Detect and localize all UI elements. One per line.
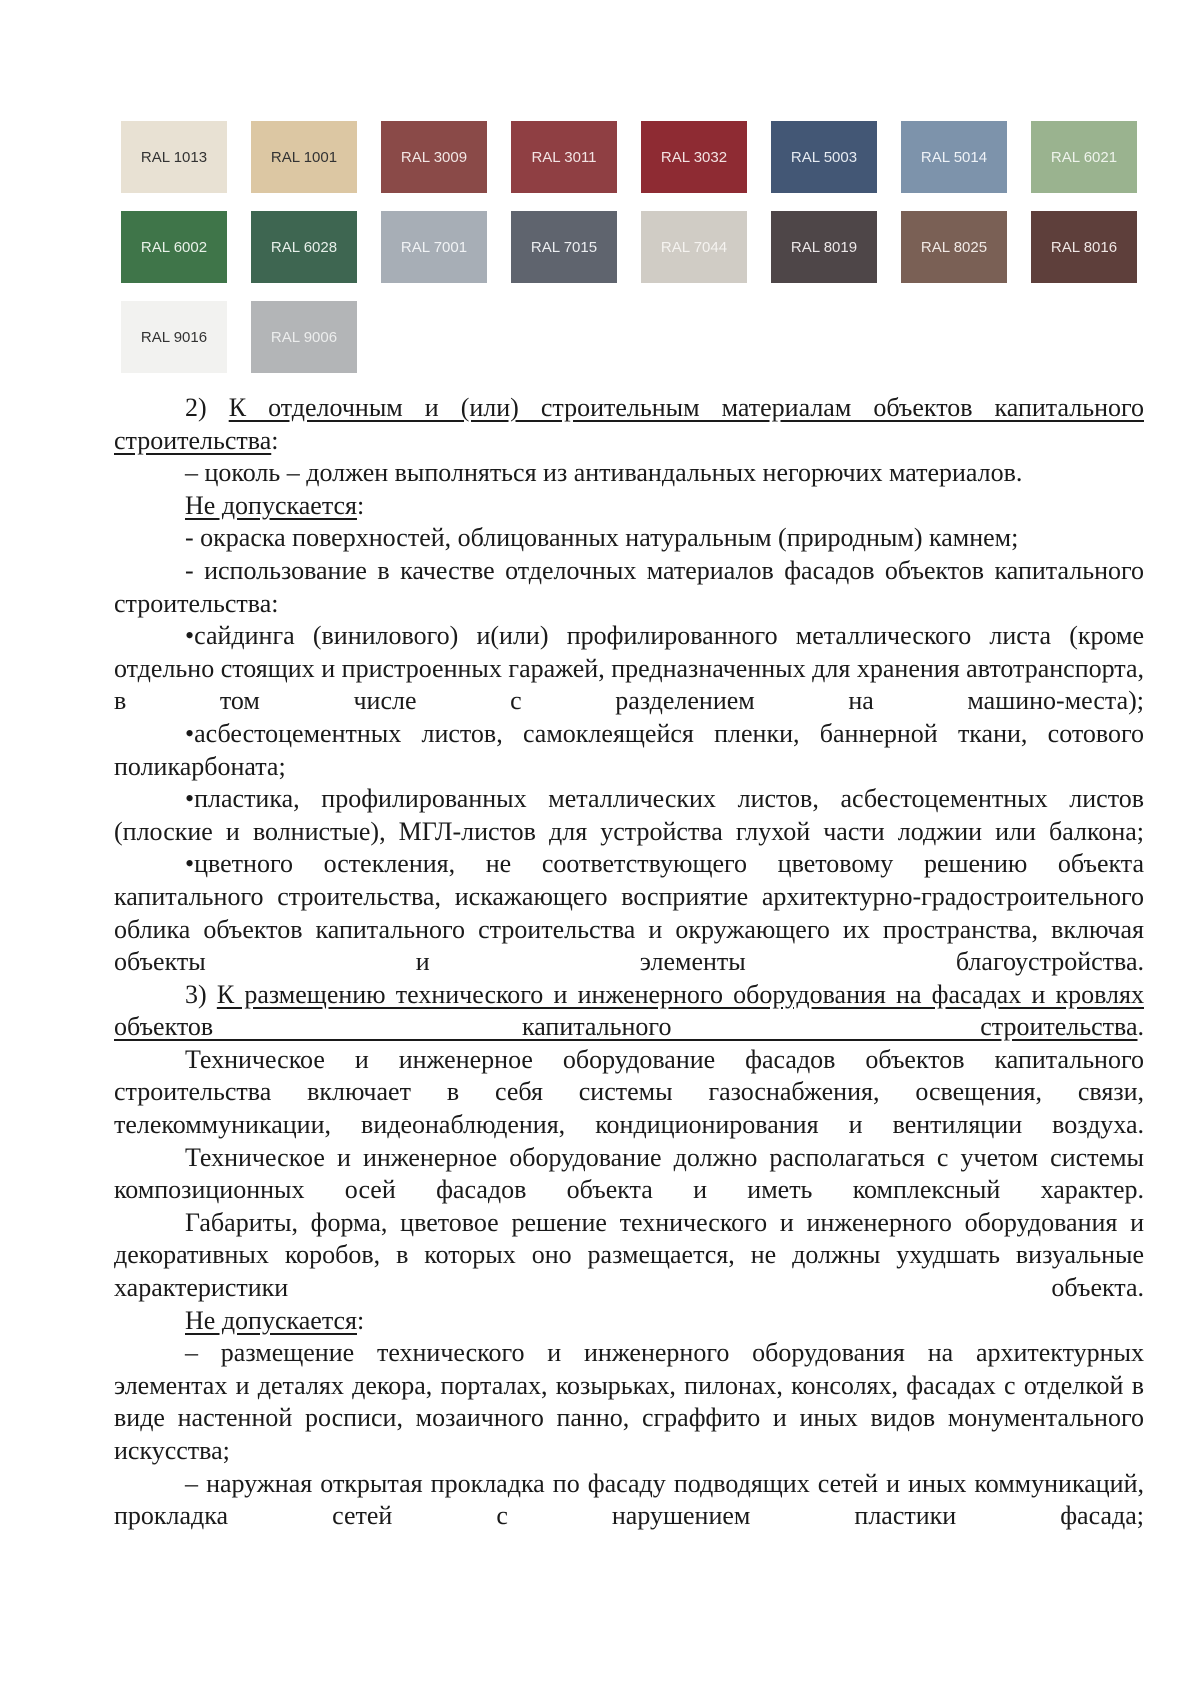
punctuation: : <box>271 425 279 455</box>
color-swatch <box>511 211 617 283</box>
paragraph-okraska: - окраска поверхностей, облицованных натуральным (природным) камнем; <box>185 523 1019 553</box>
swatch-label: RAL 5003 <box>790 148 858 166</box>
color-swatch <box>381 211 487 283</box>
section-title: К отделочным и (или) строительным материалам объектов капитального строительства <box>114 393 1144 455</box>
paragraph-placement: – размещение технического и инженерного оборудования на архитектурных элементах и деталях декора, порталах, козырьках, пилонах, консолях, фасадах с отделкой в виде настенной росписи, мозаичного панно, сграффито и иных видов монументального искусства; <box>114 1338 1144 1465</box>
paragraph-equipment-3: Габариты, форма, цветовое решение технического и инженерного оборудования и декоративных коробов, в которых оно размещается, не должны ухудшать визуальные характеристики объекта. <box>114 1207 1144 1303</box>
swatch-row <box>121 301 1137 373</box>
swatch-label: RAL 7044 <box>660 238 728 256</box>
punctuation: . <box>1137 1012 1144 1042</box>
color-swatch <box>641 121 747 193</box>
swatch-label: RAL 6002 <box>140 238 208 256</box>
swatch-label: RAL 1013 <box>140 148 208 166</box>
swatch-label: RAL 8019 <box>790 238 858 256</box>
bullet-osteklenie: •цветного остекления, не соответствующего цветовому решению объекта капитального строительства, искажающего восприятие архитектурно-градостроительного облика объектов капитального строительства и окружающего их пространства, включая объекты и элементы благоустройства. <box>114 849 1144 977</box>
paragraph-cokol: – цоколь – должен выполняться из антивандальных негорючих материалов. <box>185 458 1023 488</box>
swatch-label: RAL 9006 <box>270 328 338 346</box>
color-swatch <box>771 121 877 193</box>
bullet-asbest: •асбестоцементных листов, самоклеящейся пленки, баннерной ткани, сотового поликарбоната; <box>114 718 1144 781</box>
paragraph-wiring: – наружная открытая прокладка по фасаду подводящих сетей и иных коммуникаций, прокладка сетей с нарушением пластики фасада; <box>114 1468 1144 1531</box>
swatch-label: RAL 3011 <box>531 148 597 166</box>
paragraph-ispolzovanie: - использование в качестве отделочных материалов фасадов объектов капитального строительства: <box>114 555 1144 618</box>
not-allowed-heading <box>114 1305 1144 1338</box>
color-swatch <box>901 211 1007 283</box>
color-swatch <box>771 211 877 283</box>
not-allowed-label: Не допускается <box>185 1305 357 1335</box>
color-swatch <box>381 121 487 193</box>
bullet-saiding: •сайдинга (винилового) и(или) профилированного металлического листа (кроме отдельно стоящих и пристроенных гаражей, предназначенных для хранения автотранспорта, в том числе с разделением на машино-места); <box>114 621 1144 716</box>
color-swatch <box>251 121 357 193</box>
color-swatch <box>641 211 747 283</box>
punctuation: : <box>357 490 365 520</box>
swatch-label: RAL 3009 <box>400 148 468 166</box>
swatch-label: RAL 7015 <box>530 238 598 256</box>
swatch-label: RAL 6028 <box>270 238 338 256</box>
color-swatch <box>121 301 227 373</box>
paragraph-equipment-2: Техническое и инженерное оборудование должно располагаться с учетом системы композиционных осей фасадов объекта и иметь комплексный характер. <box>114 1142 1144 1205</box>
paragraph-equipment-1: Техническое и инженерное оборудование фасадов объектов капитального строительства включает в себя системы газоснабжения, освещения, связи, телекоммуникации, видеонаблюдения, кондиционирования и вентиляции воздуха. <box>114 1044 1144 1140</box>
swatch-label: RAL 3032 <box>660 148 728 166</box>
ral-color-palette <box>121 121 1137 391</box>
swatch-label: RAL 6021 <box>1050 148 1118 166</box>
color-swatch <box>1031 121 1137 193</box>
color-swatch <box>511 121 617 193</box>
color-swatch <box>1031 211 1137 283</box>
bullet-plastik: •пластика, профилированных металлических листов, асбестоцементных листов (плоские и волнистые), МГЛ-листов для устройства глухой части лоджии или балкона; <box>114 784 1144 846</box>
not-allowed-heading <box>114 490 1144 523</box>
color-swatch <box>121 121 227 193</box>
section-number: 3) <box>185 979 217 1009</box>
section-number: 2) <box>185 393 229 422</box>
color-swatch <box>121 211 227 283</box>
swatch-label: RAL 8025 <box>920 238 988 256</box>
color-swatch <box>901 121 1007 193</box>
swatch-label: RAL 9016 <box>140 328 208 346</box>
punctuation: : <box>357 1305 365 1335</box>
color-swatch <box>251 211 357 283</box>
section-3-heading <box>114 979 1144 1044</box>
color-swatch <box>251 301 357 373</box>
document-body <box>114 392 1144 1533</box>
swatch-label: RAL 1001 <box>270 148 338 166</box>
swatch-row <box>121 121 1137 193</box>
section-title: К размещению технического и инженерного оборудования на фасадах и кровлях объектов капитального строительства <box>114 979 1144 1042</box>
swatch-row <box>121 211 1137 283</box>
swatch-label: RAL 7001 <box>400 238 468 256</box>
section-2-heading <box>114 392 1144 457</box>
not-allowed-label: Не допускается <box>185 490 357 520</box>
swatch-label: RAL 5014 <box>920 148 988 166</box>
swatch-label: RAL 8016 <box>1050 238 1118 256</box>
